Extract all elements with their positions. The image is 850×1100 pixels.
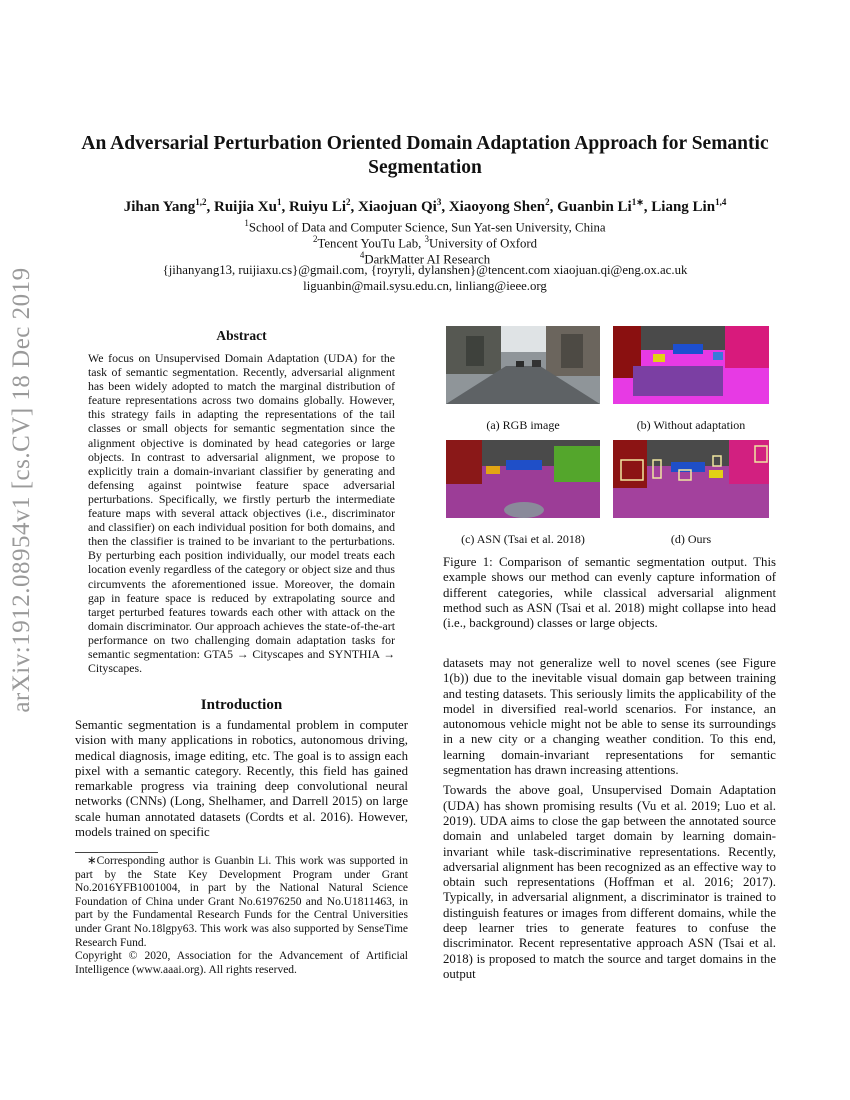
subcaption-b: (b) Without adaptation bbox=[636, 418, 746, 432]
abstract-text: We focus on Unsupervised Domain Adaptation (UDA) for the task of semantic segmentation. Recently, adversarial alignment has been widely adopted to match the marginal distribution of feature representations across two domains globally. However, this strategy fails in adapting the representations of the tail classes or small objects for semantic segmentation since the alignment objective is dominated by head categories or large objects. In contrast to adversarial alignment, we propose to explicitly train a domain-invariant classifier by generating and defensing against pointwise feature space adversarial perturbations. Specifically, we firstly perturb the intermediate feature maps with several attack objectives (i.e., discriminator and classifier) on each individual position for both domains, and then the classifier is trained to be invariant to the perturbations. By perturbing each position individually, our model treats each location evenly regardless of the category or object size and thus circumvents the aforementioned issue. Moreover, the domain gap in feature space is reduced by extrapolating source and target perturbed features towards each other with attack on the domain discriminator. Our approach achieves the state-of-the-art performance on two challenging domain adaptation tasks for semantic segmentation: GTA5 → Cityscapes and SYNTHIA → Cityscapes. bbox=[88, 351, 395, 676]
copyright-notice: Copyright © 2020, Association for the Advancement of Artificial Intelligence (www.aaai.org). All rights reserved. bbox=[75, 950, 408, 976]
author-emails-2: liguanbin@mail.sysu.edu.cn, linliang@ieee.org bbox=[303, 279, 547, 293]
figure-without-adaptation bbox=[613, 326, 769, 404]
author-emails: {jihanyang13, ruijiaxu.cs}@gmail.com, {royryli, dylanshen}@tencent.com xiaojuan.qi@eng.ox.ac.uk bbox=[162, 263, 688, 277]
affiliation-2: $^2$Tencent YouTu Lab, $^3$University of Oxford bbox=[312, 234, 538, 251]
author-name: Liang Lin bbox=[651, 199, 716, 215]
figure-ours-output bbox=[613, 440, 769, 518]
footnote bbox=[75, 855, 408, 977]
author-name: Ruijia Xu bbox=[214, 199, 277, 215]
author-name: Xiaoyong Shen bbox=[448, 199, 546, 215]
author-name: Ruiyu Li bbox=[288, 199, 347, 215]
figure-rgb-image bbox=[446, 326, 600, 404]
footnote-text: ∗Corresponding author is Guanbin Li. This work was supported in part by the State Key Development Program under Grant No.2016YFB1001004, in part by the National Natural Science Foundation of China under Grant No.61976250 and No.U1811463, in part by the Fundamental Research Funds for the Central Universities under Grant No.18lgpy63. This work was also supported by SenseTime Research Fund. bbox=[75, 855, 408, 949]
subcaption-c: (c) ASN (Tsai et al. 2018) bbox=[461, 532, 585, 546]
right-column-text bbox=[443, 656, 776, 982]
footnote-rule bbox=[75, 852, 158, 853]
figure-asn-output bbox=[446, 440, 600, 518]
figure-caption: Figure 1: Comparison of semantic segmentation output. This example shows our method can evenly capture information of different categories, while classical adversarial alignment method such as ASN (Tsai et al. 2018) might collapse into head (i.e., background) classes or large objects. bbox=[443, 555, 776, 631]
subcaption-a: (a) RGB image bbox=[486, 418, 560, 432]
author-name: Xiaojuan Qi bbox=[358, 199, 437, 215]
author-name: Jihan Yang bbox=[123, 199, 196, 215]
arxiv-sidebar-stamp: arXiv:1912.08954v1 [cs.CV] 18 Dec 2019 bbox=[8, 267, 35, 713]
paper-title: An Adversarial Perturbation Oriented Domain Adaptation Approach for Semantic Segmentation bbox=[81, 133, 769, 178]
affiliation-1: $^1$School of Data and Computer Science, Sun Yat-sen University, China bbox=[244, 218, 606, 235]
introduction-heading: Introduction bbox=[200, 697, 283, 713]
abstract-heading: Abstract bbox=[216, 328, 267, 343]
paragraph: datasets may not generalize well to novel scenes (see Figure 1(b)) due to the inevitable visual domain gap between training and testing datasets. This seriously limits the applicability of the model in diversified real-world scenarios. For instance, an autonomous vehicle might not be able to sense its surroundings in a new city or a changing weather condition. To this end, learning domain-invariant representations for semantic segmentation has drawn increasing attentions. bbox=[443, 656, 776, 778]
author-list: Jihan Yang$^{1,2}$, Ruijia Xu$^1$, Ruiyu Li$^2$, Xiaojuan Qi$^3$, Xiaoyong Shen$^2$, Guanbin $Li^{1∗}$, Liang Lin$^{1,4}$ bbox=[123, 197, 727, 215]
author-name: Guanbin Li bbox=[557, 199, 632, 215]
paragraph: Towards the above goal, Unsupervised Domain Adaptation (UDA) has shown promising results (Vu et al. 2019; Luo et al. 2019). UDA aims to close the gap between the annotated source domain and unlabeled target domain by learning domain-invariant while task-discriminative representations. Recently, adversarial alignment has been recognized as an effective way to obtain such representations (Hoffman et al. 2016; 2017). Typically, in adversarial alignment, a discriminator is trained to distinguish features or images from different domains, while the deep learner tries to generate features to confuse the discriminator. Recent representative approach ASN (Tsai et al. 2018) is proposed to match the source and target domains in the output bbox=[443, 783, 776, 981]
introduction-text: Semantic segmentation is a fundamental problem in computer vision with many applications in robotics, autonomous driving, medical diagnosis, image editing, etc. The goal is to assign each pixel with a semantic category. Recently, this field has gained remarkable progress via training deep convolutional neural networks (CNNs) (Long, Shelhamer, and Darrell 2015) on large scale human annotated datasets (Cordts et al. 2016). However, models trained on specific bbox=[75, 718, 408, 840]
subcaption-d: (d) Ours bbox=[670, 532, 712, 546]
affiliation-3: $^4$DarkMatter AI Research bbox=[359, 250, 491, 267]
